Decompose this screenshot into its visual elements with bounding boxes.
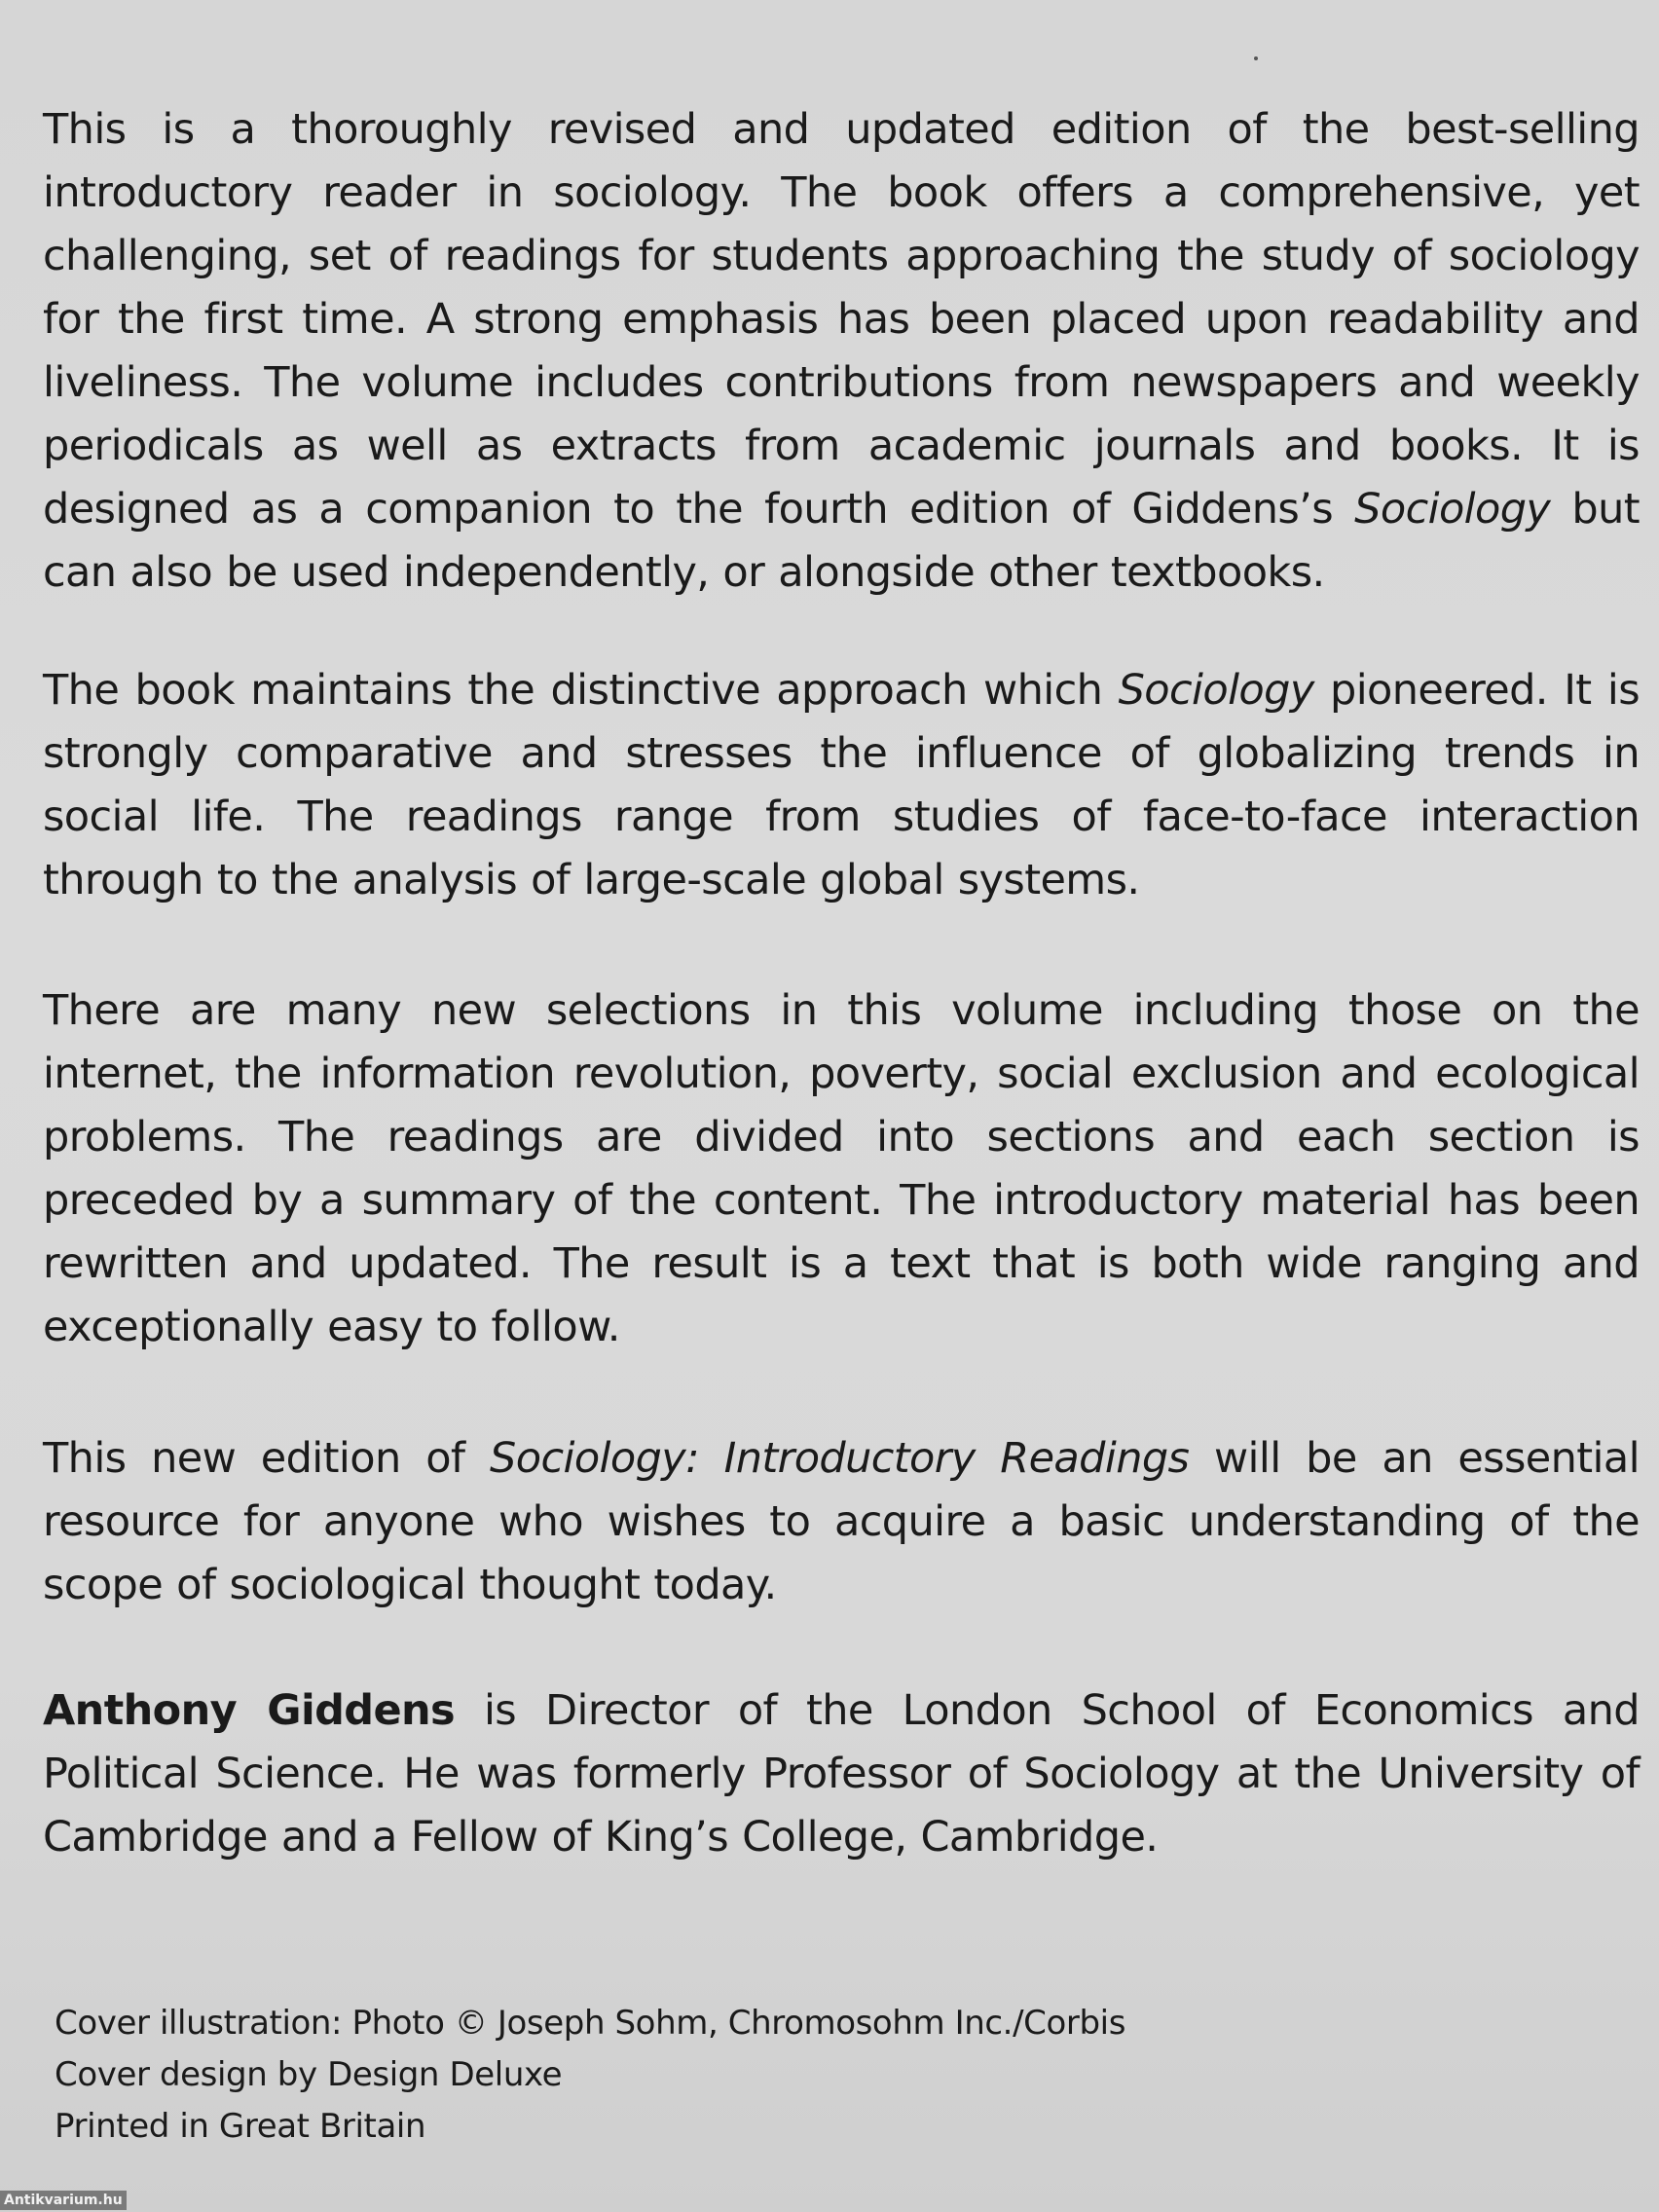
description-paragraph-3: There are many new selections in this volume including those on the internet, the information revolution, poverty, social exclusion and ecological problems. The readings are divided into sections and each section is preceded by a summary of the content. The introductory material has been rewritten and updated. The result is a text that is both wide ranging and exceptionally easy to follow. [43, 986, 1640, 1351]
author-bio [43, 1679, 1640, 1869]
description-paragraph-4 [43, 1427, 1640, 1617]
paragraph-4-text-end: will be an essential resource for anyone who wishes to acquire a basic understanding of the scope of sociological thought today. [43, 1434, 1640, 1609]
author-bio-text: is Director of the London School of Economics and Political Science. He was formerly Professor of Sociology at the University of Cambridge and a Fellow of King’s College, Cambridge. [43, 1686, 1640, 1862]
cover-design-credit: Cover design by Design Deluxe [55, 2055, 563, 2094]
printed-in-note: Printed in Great Britain [55, 2107, 426, 2146]
description-paragraph-1 [43, 98, 1640, 605]
dust-speck [1254, 56, 1258, 60]
watermark-label: Antikvarium.hu [0, 2191, 127, 2210]
paragraph-4-text-start: This new edition of [43, 1434, 491, 1483]
paragraph-1-book-title: Sociology [1354, 485, 1551, 534]
paragraph-1-text-end: but can also be used independently, or alongside other textbooks. [43, 485, 1640, 597]
paragraph-2-book-title: Sociology [1118, 666, 1314, 715]
paragraph-4-book-title: Sociology: Introductory Readings [490, 1434, 1190, 1483]
description-paragraph-2 [43, 659, 1640, 912]
cover-illustration-credit: Cover illustration: Photo © Joseph Sohm, Chromosohm Inc./Corbis [55, 2004, 1126, 2043]
paragraph-2-text-start: The book maintains the distinctive approach which [43, 666, 1119, 715]
paragraph-1-text-start: This is a thoroughly revised and updated edition of the best-selling introductory reader in sociology. The book offers a comprehensive, yet challenging, set of readings for students approaching the study of sociology for the first time. A strong emphasis has been placed upon readability and liveliness. The volume includes contributions from newspapers and weekly periodicals as well as extracts from academic journals and books. It is designed as a companion to the fourth edition of Giddens’s [43, 105, 1640, 534]
paragraph-2-text-end: pioneered. It is strongly comparative and stresses the influence of globalizing trends in social life. The readings range from studies of face-to-face interaction through to the analysis of large-scale global systems. [43, 666, 1640, 904]
author-name: Anthony Giddens [43, 1686, 456, 1735]
cover-credits [55, 1998, 1125, 2153]
